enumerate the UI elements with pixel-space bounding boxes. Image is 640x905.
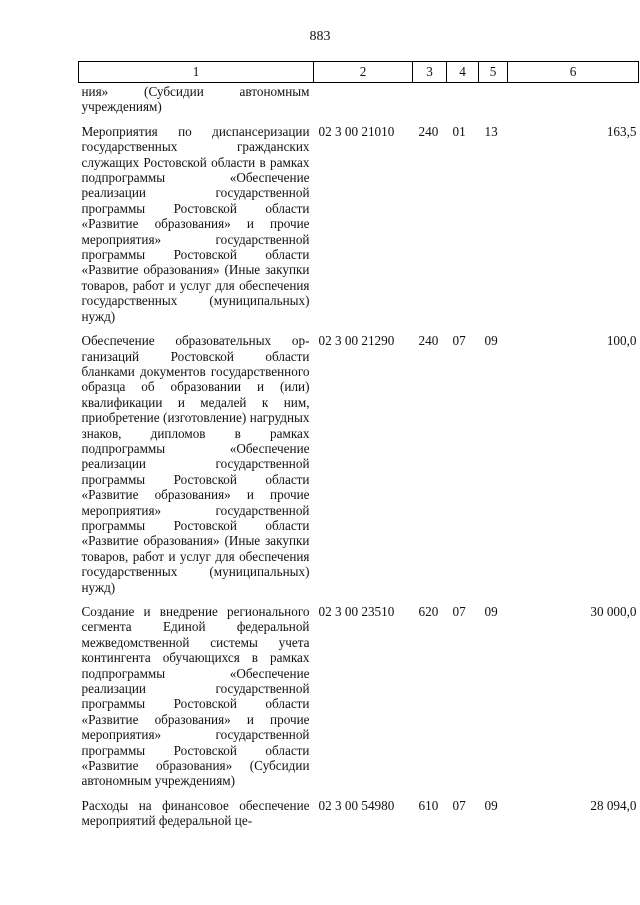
- row-amount: [508, 83, 639, 124]
- row-col-3: 620: [418, 604, 439, 619]
- header-col-1: 1: [79, 62, 314, 83]
- row-description: Расходы на финансовое обеспечение мероприятий федеральной це-: [81, 797, 310, 829]
- row-col-4: 07: [452, 797, 466, 813]
- table-row: [79, 604, 639, 798]
- budget-table: [78, 61, 639, 838]
- header-col-5: 5: [479, 62, 508, 83]
- row-col-5: 09: [484, 797, 498, 813]
- row-amount: 30 000,0: [590, 604, 637, 619]
- row-description: Создание и внедрение регионального сегмента Единой федеральной межведомственной системы учета контингента обучающихся в рамках подпрограммы «Обеспечение реализации государственной программы Ростовской области «Развитие образования» и прочие мероприятия» государственной программы Ростовской области «Развитие образования» (Субсидии автономным учреждениям): [81, 604, 310, 789]
- header-col-6: 6: [508, 62, 639, 83]
- row-col-3: 610: [418, 797, 439, 813]
- row-description: Обеспечение образовательных организаций Ростовской области бланками документов государственного образца об образовании и (или) квалификации и медалей к ним, приобретение (изготовление) нагрудных знаков, дипломов в рамках подпрограммы «Обеспечение реализации государственной программы Ростовской области «Развитие образования» и прочие мероприятия» государственной программы Ростовской области «Развитие образования» (Иные закупки товаров, работ и услуг для обеспечения государственных (муниципальных) нужд): [81, 333, 310, 595]
- row-code: 02 3 00 54980: [318, 797, 395, 813]
- row-col-5: 09: [484, 604, 498, 619]
- row-col-3: 240: [418, 333, 439, 349]
- header-col-4: 4: [447, 62, 479, 83]
- row-description: Мероприятия по диспансеризации государственных гражданских служащих Ростовской области в рамках подпрограммы «Обеспечение реализации государственной программы Ростовской области «Развитие образования» и прочие мероприятия» государственной программы Ростовской области «Развитие образования» (Иные закупки товаров, работ и услуг для обеспечения государственных (муниципальных) нужд): [81, 123, 310, 324]
- table-row: [79, 798, 639, 838]
- header-col-3: 3: [413, 62, 447, 83]
- row-col-5: 13: [484, 123, 498, 139]
- row-col-3: 240: [418, 123, 439, 139]
- row-description: ния» (Субсидии автономным учреждениям): [81, 84, 310, 115]
- row-code: [314, 83, 413, 124]
- table-row: [79, 333, 639, 604]
- row-col-4: 07: [452, 604, 466, 619]
- row-amount: 163,5: [606, 123, 637, 139]
- header-col-2: 2: [314, 62, 413, 83]
- row-code: 02 3 00 21010: [318, 123, 395, 139]
- row-col-4: 01: [452, 123, 466, 139]
- row-amount: 28 094,0: [590, 797, 637, 813]
- table-header-row: [79, 62, 639, 83]
- row-col-4: [447, 83, 479, 124]
- row-col-5: 09: [484, 333, 498, 349]
- row-col-4: 07: [452, 333, 466, 349]
- row-code: 02 3 00 23510: [318, 604, 395, 619]
- row-col-3: [413, 83, 447, 124]
- page-number: 883: [309, 29, 331, 44]
- table-row: [79, 124, 639, 333]
- row-amount: 100,0: [606, 333, 637, 349]
- row-col-5: [479, 83, 508, 124]
- row-code: 02 3 00 21290: [318, 333, 395, 349]
- table-row: [79, 83, 639, 124]
